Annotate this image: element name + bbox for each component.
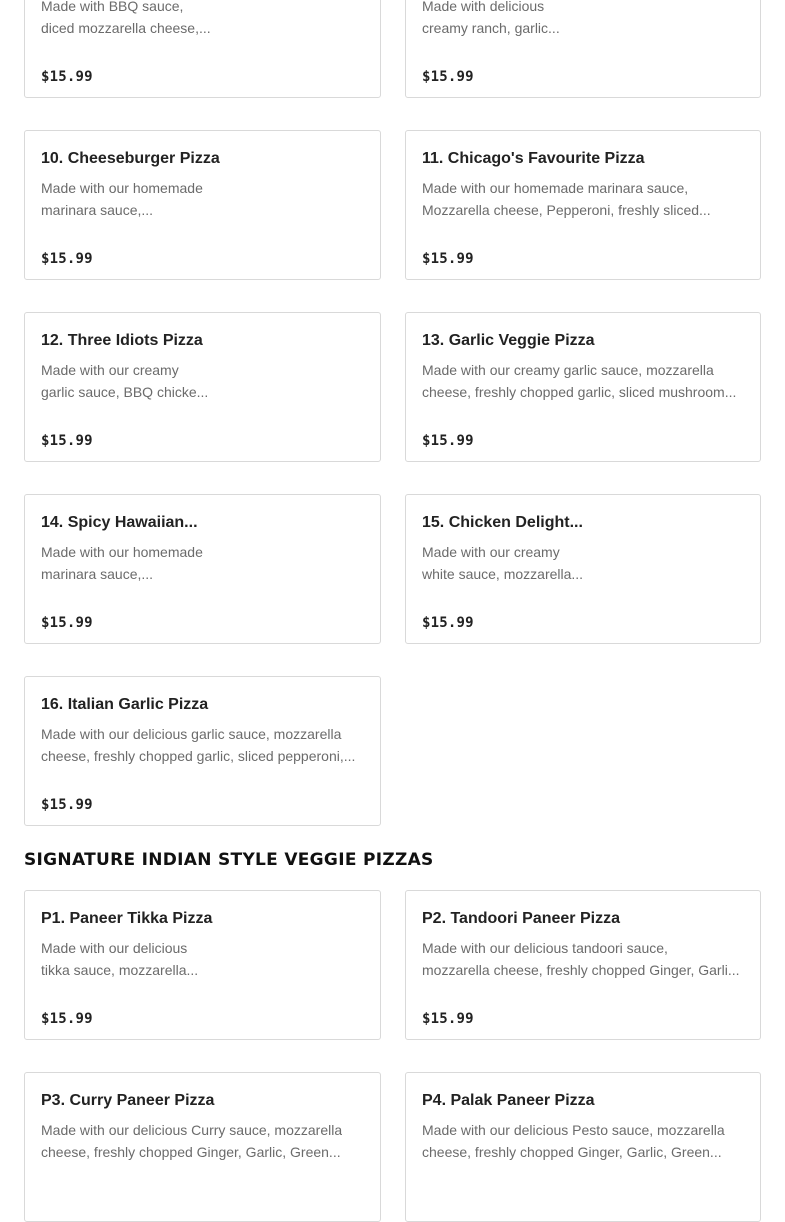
- item-price: $15.99: [41, 433, 93, 449]
- item-price: $15.99: [422, 615, 474, 631]
- item-description: Made with our delicious Pesto sauce, mozzarella cheese, freshly chopped Ginger, Garlic, Green...: [422, 1122, 725, 1160]
- menu-item-card[interactable]: [405, 1072, 761, 1222]
- item-price: $15.99: [41, 69, 93, 85]
- item-description: Made with delicious creamy ranch, garlic...: [422, 0, 560, 36]
- item-price: $15.99: [41, 1011, 93, 1027]
- menu-item-card[interactable]: [24, 494, 381, 644]
- item-price: $15.99: [422, 1011, 474, 1027]
- item-description: Made with our creamy garlic sauce, BBQ chicke...: [41, 362, 209, 400]
- section-heading: SIGNATURE INDIAN STYLE VEGGIE PIZZAS: [24, 850, 434, 870]
- menu-item-card[interactable]: [24, 0, 381, 98]
- item-name: P4. Palak Paneer Pizza: [422, 1092, 595, 1109]
- item-price: $15.99: [41, 251, 93, 267]
- item-description: Made with our delicious tandoori sauce, mozzarella cheese, freshly chopped Ginger, Garli...: [422, 940, 740, 978]
- item-name: 10. Cheeseburger Pizza: [41, 150, 220, 167]
- menu-item-card[interactable]: [405, 494, 761, 644]
- menu-item-card[interactable]: [405, 890, 761, 1040]
- menu-item-card[interactable]: [24, 130, 381, 280]
- menu-item-card[interactable]: [24, 312, 381, 462]
- menu-item-card[interactable]: [405, 0, 761, 98]
- item-price: $15.99: [422, 69, 474, 85]
- item-description: Made with BBQ sauce, diced mozzarella cheese,...: [41, 0, 211, 36]
- item-description: Made with our delicious garlic sauce, mozzarella cheese, freshly chopped garlic, sliced pepperoni,...: [41, 726, 356, 764]
- item-description: Made with our homemade marinara sauce, Mozzarella cheese, Pepperoni, freshly sliced...: [422, 180, 711, 218]
- item-description: Made with our homemade marinara sauce,...: [41, 544, 203, 582]
- menu-item-card[interactable]: [24, 890, 381, 1040]
- item-name: 13. Garlic Veggie Pizza: [422, 332, 595, 349]
- menu-item-card[interactable]: [405, 312, 761, 462]
- item-description: Made with our delicious Curry sauce, mozzarella cheese, freshly chopped Ginger, Garlic, Green...: [41, 1122, 343, 1160]
- item-name: 14. Spicy Hawaiian...: [41, 514, 198, 531]
- item-price: $15.99: [422, 251, 474, 267]
- menu-item-card[interactable]: [24, 1072, 381, 1222]
- item-description: Made with our homemade marinara sauce,...: [41, 180, 203, 218]
- item-name: 12. Three Idiots Pizza: [41, 332, 203, 349]
- item-price: $15.99: [41, 615, 93, 631]
- item-description: Made with our delicious tikka sauce, mozzarella...: [41, 940, 199, 978]
- item-name: 11. Chicago's Favourite Pizza: [422, 150, 645, 167]
- item-name: P3. Curry Paneer Pizza: [41, 1092, 215, 1109]
- item-name: P2. Tandoori Paneer Pizza: [422, 910, 620, 927]
- item-name: 15. Chicken Delight...: [422, 514, 583, 531]
- item-price: $15.99: [422, 433, 474, 449]
- item-description: Made with our creamy white sauce, mozzarella...: [422, 544, 584, 582]
- item-name: 16. Italian Garlic Pizza: [41, 696, 209, 713]
- menu-item-card[interactable]: [24, 676, 381, 826]
- item-price: $15.99: [41, 797, 93, 813]
- item-description: Made with our creamy garlic sauce, mozzarella cheese, freshly chopped garlic, sliced mushroom...: [422, 362, 737, 400]
- item-name: P1. Paneer Tikka Pizza: [41, 910, 213, 927]
- menu-item-card[interactable]: [405, 130, 761, 280]
